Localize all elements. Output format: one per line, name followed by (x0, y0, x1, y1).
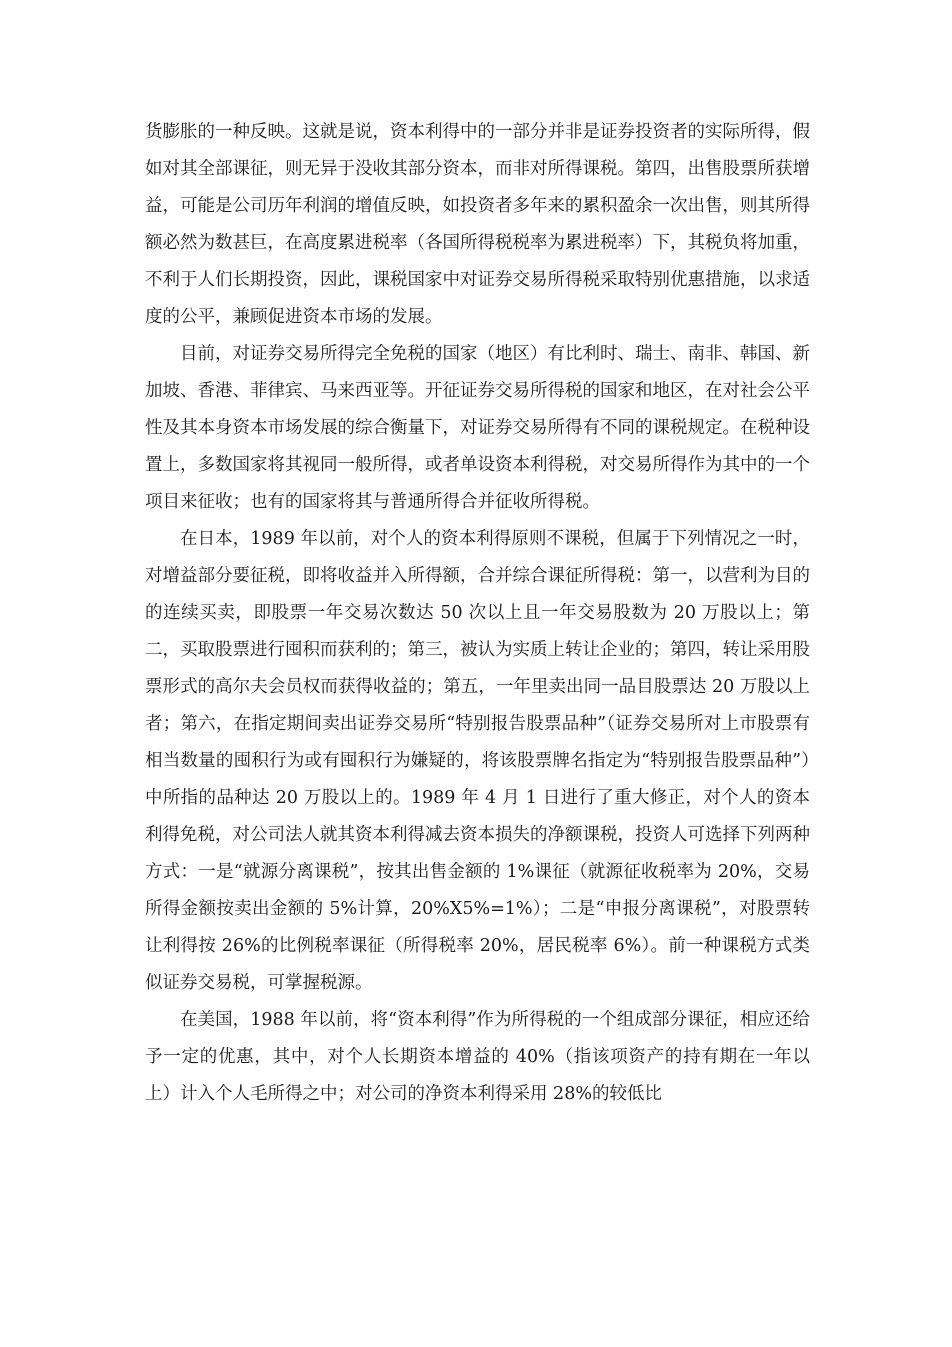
paragraph-4: 在美国，1988 年以前，将“资本利得”作为所得税的一个组成部分课征，相应还给予一定的优惠，其中，对个人长期资本增益的 40%（指该项资产的持有期在一年以上）计入个人毛所得之中；对公司的净资本利得采用 28%的较低比 (145, 1010, 810, 1104)
paragraph-3: 在日本，1989 年以前，对个人的资本利得原则不课税，但属于下列情况之一时，对增益部分要征税，即将收益并入所得额，合并综合课征所得税：第一，以营利为目的的连续买卖，即股票一年交易次数达 50 次以上且一年交易股数为 20 万股以上；第二，买取股票进行囤积而获利的；第三，被认为实质上转让企业的；第四，转让采用股票形式的高尔夫会员权而获得收益的；第五，一年里卖出同一品目股票达 20 万股以上者；第六，在指定期间卖出证券交易所“特别报告股票品种”（证券交易所对上市股票有相当数量的囤积行为或有囤积行为嫌疑的，将该股票牌名指定为“特别报告股票品种”）中所指的品种达 20 万股以上的。1989 年 4 月 1 日进行了重大修正，对个人的资本利得免税，对公司法人就其资本利得减去资本损失的净额课税，投资人可选择下列两种方式：一是“就源分离课税”，按其出售金额的 1%课征（就源征收税率为 20%，交易所得金额按卖出金额的 5%计算，20%X5%=1%）；二是“申报分离课税”，对股票转让利得按 26%的比例税率课征（所得税率 20%，居民税率 6%）。前一种课税方式类似证券交易税，可掌握税源。 (145, 529, 810, 993)
paragraph-1: 货膨胀的一种反映。这就是说，资本利得中的一部分并非是证券投资者的实际所得，假如对其全部课征，则无异于没收其部分资本，而非对所得课税。第四，出售股票所获增益，可能是公司历年利润的增值反映，如投资者多年来的累积盈余一次出售，则其所得额必然为数甚巨，在高度累进税率（各国所得税税率为累进税率）下，其税负将加重，不利于人们长期投资，因此，课税国家中对证券交易所得税采取特别优惠措施，以求适度的公平，兼顾促进资本市场的发展。 (145, 122, 810, 327)
paragraph-2: 目前，对证券交易所得完全免税的国家（地区）有比利时、瑞士、南非、韩国、新加坡、香港、菲律宾、马来西亚等。开征证券交易所得税的国家和地区，在对社会公平性及其本身资本市场发展的综合衡量下，对证券交易所得有不同的课税规定。在税种设置上，多数国家将其视同一般所得，或者单设资本利得税，对交易所得作为其中的一个项目来征收；也有的国家将其与普通所得合并征收所得税。 (145, 344, 810, 512)
document-page (145, 114, 810, 1113)
